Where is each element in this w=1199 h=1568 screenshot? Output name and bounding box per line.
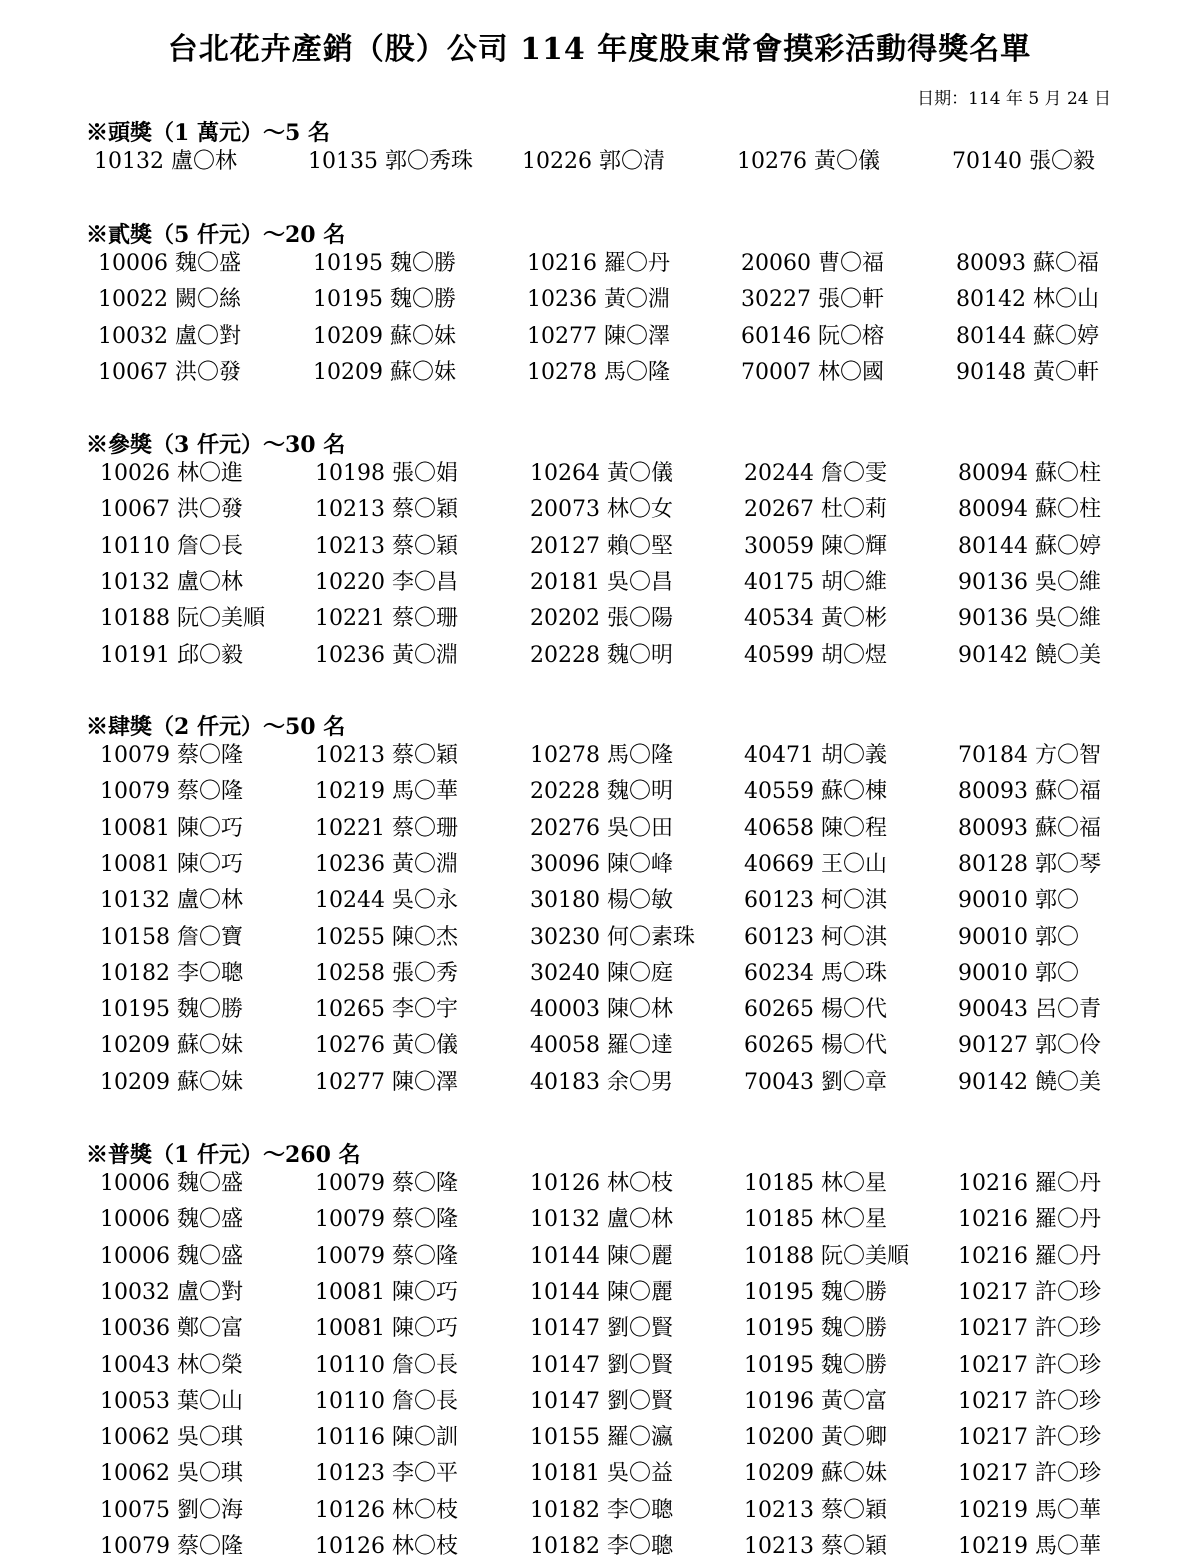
winner-entry: 10185 林〇星 bbox=[744, 1171, 887, 1196]
prize-heading: ※普獎（1 仟元）～260 名 bbox=[86, 1142, 361, 1168]
winner-row bbox=[0, 850, 1199, 884]
winner-entry: 10147 劉〇賢 bbox=[530, 1388, 673, 1414]
winner-entry: 10081 陳〇巧 bbox=[315, 1279, 458, 1305]
winner-entry: 10022 闕〇絲 bbox=[98, 287, 241, 313]
prize-heading: ※頭獎（1 萬元）～5 名 bbox=[86, 120, 330, 146]
winner-entry: 10158 詹〇寶 bbox=[100, 924, 243, 950]
winner-entry: 70184 方〇智 bbox=[958, 743, 1101, 768]
winner-entry: 10006 魏〇盛 bbox=[100, 1243, 243, 1269]
winner-entry: 10213 蔡〇穎 bbox=[315, 497, 458, 523]
winner-entry: 40003 陳〇林 bbox=[530, 997, 673, 1023]
winner-entry: 40658 陳〇程 bbox=[744, 815, 887, 841]
winner-entry: 10219 馬〇華 bbox=[958, 1497, 1101, 1523]
winner-entry: 90043 呂〇青 bbox=[958, 997, 1101, 1023]
winner-entry: 90010 郭〇 bbox=[958, 888, 1079, 914]
winner-entry: 10244 吳〇永 bbox=[315, 888, 458, 914]
winner-row bbox=[0, 1031, 1199, 1065]
winner-entry: 80128 郭〇琴 bbox=[958, 851, 1101, 877]
winner-entry: 20060 曹〇福 bbox=[741, 251, 884, 276]
winner-entry: 10123 李〇平 bbox=[315, 1461, 458, 1487]
winner-row bbox=[0, 249, 1199, 283]
winner-row bbox=[0, 1242, 1199, 1276]
winner-entry: 10006 魏〇盛 bbox=[98, 251, 241, 276]
winner-entry: 20228 魏〇明 bbox=[530, 779, 673, 805]
winner-entry: 60234 馬〇珠 bbox=[744, 960, 887, 986]
winner-row bbox=[0, 568, 1199, 602]
winner-row bbox=[0, 495, 1199, 529]
winner-entry: 10032 盧〇對 bbox=[98, 323, 241, 349]
winner-entry: 20267 杜〇莉 bbox=[744, 497, 887, 523]
winner-entry: 10277 陳〇澤 bbox=[315, 1069, 458, 1095]
winner-entry: 10110 詹〇長 bbox=[315, 1352, 458, 1378]
winner-entry: 10126 林〇枝 bbox=[530, 1171, 673, 1196]
winner-row bbox=[0, 777, 1199, 811]
winner-entry: 10191 邱〇毅 bbox=[100, 642, 243, 668]
winner-entry: 10195 魏〇勝 bbox=[744, 1352, 887, 1378]
winner-entry: 10144 陳〇麗 bbox=[530, 1279, 673, 1305]
winner-entry: 10276 黃〇儀 bbox=[737, 149, 880, 174]
winner-row bbox=[0, 923, 1199, 957]
winner-entry: 80144 蘇〇婷 bbox=[958, 533, 1101, 559]
winner-entry: 10075 劉〇海 bbox=[100, 1497, 243, 1523]
winner-row bbox=[0, 959, 1199, 993]
prize-heading: ※貳獎（5 仟元）～20 名 bbox=[86, 222, 346, 248]
winner-entry: 30180 楊〇敏 bbox=[530, 888, 673, 914]
prize-heading: ※參獎（3 仟元）～30 名 bbox=[86, 432, 346, 458]
winner-entry: 10209 蘇〇妹 bbox=[100, 1033, 243, 1059]
winner-entry: 10213 蔡〇穎 bbox=[744, 1497, 887, 1523]
winner-entry: 10221 蔡〇珊 bbox=[315, 606, 458, 632]
winner-entry: 40599 胡〇煜 bbox=[744, 642, 887, 668]
winner-row bbox=[0, 285, 1199, 319]
winner-row bbox=[0, 147, 1199, 181]
winner-entry: 10110 詹〇長 bbox=[315, 1388, 458, 1414]
prize-heading: ※肆獎（2 仟元）～50 名 bbox=[86, 714, 346, 740]
winner-entry: 10258 張〇秀 bbox=[315, 960, 458, 986]
winner-entry: 10032 盧〇對 bbox=[100, 1279, 243, 1305]
winner-row bbox=[0, 532, 1199, 566]
winner-entry: 60265 楊〇代 bbox=[744, 997, 887, 1023]
winner-entry: 10198 張〇娟 bbox=[315, 461, 458, 486]
winner-entry: 10182 李〇聰 bbox=[100, 960, 243, 986]
winner-entry: 10236 黃〇淵 bbox=[527, 287, 670, 313]
winner-entry: 10132 盧〇林 bbox=[100, 888, 243, 914]
winner-entry: 10079 蔡〇隆 bbox=[315, 1171, 458, 1196]
winner-entry: 10006 魏〇盛 bbox=[100, 1171, 243, 1196]
winner-entry: 10053 葉〇山 bbox=[100, 1388, 243, 1414]
winner-entry: 70043 劉〇章 bbox=[744, 1069, 887, 1095]
winner-entry: 10217 許〇珍 bbox=[958, 1316, 1101, 1342]
document-title: 台北花卉產銷（股）公司 114 年度股東常會摸彩活動得獎名單 bbox=[167, 32, 1032, 67]
winner-entry: 10079 蔡〇隆 bbox=[100, 779, 243, 805]
winner-entry: 10216 羅〇丹 bbox=[958, 1243, 1101, 1269]
winner-entry: 10188 阮〇美順 bbox=[744, 1243, 909, 1269]
winner-entry: 80142 林〇山 bbox=[956, 287, 1099, 313]
winner-entry: 10195 魏〇勝 bbox=[100, 997, 243, 1023]
winner-entry: 10081 陳〇巧 bbox=[315, 1316, 458, 1342]
winner-entry: 10265 李〇宇 bbox=[315, 997, 458, 1023]
winner-entry: 10216 羅〇丹 bbox=[958, 1207, 1101, 1233]
document-date: 日期：114 年 5 月 24 日 bbox=[917, 89, 1111, 109]
winner-row bbox=[0, 741, 1199, 775]
winner-entry: 10209 蘇〇妹 bbox=[313, 323, 456, 349]
winner-entry: 60123 柯〇淇 bbox=[744, 888, 887, 914]
winner-entry: 40183 余〇男 bbox=[530, 1069, 673, 1095]
winner-entry: 10255 陳〇杰 bbox=[315, 924, 458, 950]
winner-entry: 10278 馬〇隆 bbox=[530, 743, 673, 768]
winner-entry: 40669 王〇山 bbox=[744, 851, 887, 877]
winner-entry: 10026 林〇進 bbox=[100, 461, 243, 486]
winner-entry: 10147 劉〇賢 bbox=[530, 1352, 673, 1378]
winner-entry: 10219 馬〇華 bbox=[315, 779, 458, 805]
winner-entry: 20181 吳〇昌 bbox=[530, 569, 673, 595]
winner-entry: 10209 蘇〇妹 bbox=[100, 1069, 243, 1095]
winner-entry: 10062 吳〇琪 bbox=[100, 1461, 243, 1487]
winner-entry: 10278 馬〇隆 bbox=[527, 359, 670, 385]
winner-entry: 10116 陳〇訓 bbox=[315, 1425, 458, 1451]
winner-entry: 90142 饒〇美 bbox=[958, 642, 1101, 668]
winner-entry: 10181 吳〇益 bbox=[530, 1461, 673, 1487]
winner-entry: 10196 黃〇富 bbox=[744, 1388, 887, 1414]
winner-row bbox=[0, 1387, 1199, 1421]
winner-entry: 10067 洪〇發 bbox=[100, 497, 243, 523]
winner-entry: 60123 柯〇淇 bbox=[744, 924, 887, 950]
winner-entry: 10213 蔡〇穎 bbox=[744, 1534, 887, 1559]
winner-row bbox=[0, 459, 1199, 493]
winner-entry: 10213 蔡〇穎 bbox=[315, 533, 458, 559]
winner-entry: 10226 郭〇清 bbox=[522, 149, 665, 174]
winner-entry: 10217 許〇珍 bbox=[958, 1352, 1101, 1378]
winner-entry: 30227 張〇軒 bbox=[741, 287, 884, 313]
winner-entry: 70140 張〇毅 bbox=[952, 149, 1095, 174]
winner-entry: 70007 林〇國 bbox=[741, 359, 884, 385]
winner-row bbox=[0, 322, 1199, 356]
winner-entry: 10079 蔡〇隆 bbox=[100, 1534, 243, 1559]
winner-entry: 10195 魏〇勝 bbox=[744, 1316, 887, 1342]
winner-row bbox=[0, 641, 1199, 675]
winner-entry: 80144 蘇〇婷 bbox=[956, 323, 1099, 349]
winner-entry: 10147 劉〇賢 bbox=[530, 1316, 673, 1342]
winner-entry: 10276 黃〇儀 bbox=[315, 1033, 458, 1059]
winner-entry: 10221 蔡〇珊 bbox=[315, 815, 458, 841]
winner-entry: 10110 詹〇長 bbox=[100, 533, 243, 559]
winner-entry: 10067 洪〇發 bbox=[98, 359, 241, 385]
winner-entry: 80094 蘇〇柱 bbox=[958, 461, 1101, 486]
winner-entry: 10216 羅〇丹 bbox=[958, 1171, 1101, 1196]
winner-entry: 90127 郭〇伶 bbox=[958, 1033, 1101, 1059]
winner-entry: 20228 魏〇明 bbox=[530, 642, 673, 668]
winner-entry: 10200 黃〇卿 bbox=[744, 1425, 887, 1451]
winner-row bbox=[0, 1532, 1199, 1566]
winner-row bbox=[0, 1314, 1199, 1348]
winner-entry: 10195 魏〇勝 bbox=[313, 287, 456, 313]
winner-entry: 40534 黃〇彬 bbox=[744, 606, 887, 632]
winner-row bbox=[0, 1351, 1199, 1385]
winner-entry: 10217 許〇珍 bbox=[958, 1279, 1101, 1305]
winner-entry: 20276 吳〇田 bbox=[530, 815, 673, 841]
winner-entry: 40175 胡〇維 bbox=[744, 569, 887, 595]
winner-entry: 20127 賴〇堅 bbox=[530, 533, 673, 559]
winner-row bbox=[0, 1278, 1199, 1312]
winner-entry: 90136 吳〇維 bbox=[958, 569, 1101, 595]
winner-row bbox=[0, 604, 1199, 638]
winner-row bbox=[0, 358, 1199, 392]
winner-entry: 10216 羅〇丹 bbox=[527, 251, 670, 276]
winner-entry: 10264 黃〇儀 bbox=[530, 461, 673, 486]
winner-entry: 60146 阮〇榕 bbox=[741, 323, 884, 349]
winner-entry: 10213 蔡〇穎 bbox=[315, 743, 458, 768]
winner-entry: 40058 羅〇達 bbox=[530, 1033, 673, 1059]
winner-row bbox=[0, 1459, 1199, 1493]
winner-entry: 10132 盧〇林 bbox=[94, 149, 237, 174]
winner-entry: 10195 魏〇勝 bbox=[744, 1279, 887, 1305]
winner-entry: 10217 許〇珍 bbox=[958, 1388, 1101, 1414]
winner-entry: 90010 郭〇 bbox=[958, 924, 1079, 950]
winner-entry: 10006 魏〇盛 bbox=[100, 1207, 243, 1233]
winner-entry: 20244 詹〇雯 bbox=[744, 461, 887, 486]
winner-entry: 30240 陳〇庭 bbox=[530, 960, 673, 986]
winner-entry: 20202 張〇陽 bbox=[530, 606, 673, 632]
winner-row bbox=[0, 1068, 1199, 1102]
winner-row bbox=[0, 995, 1199, 1029]
winner-entry: 10209 蘇〇妹 bbox=[313, 359, 456, 385]
winner-entry: 10219 馬〇華 bbox=[958, 1534, 1101, 1559]
winner-entry: 10236 黃〇淵 bbox=[315, 642, 458, 668]
winner-entry: 10182 李〇聰 bbox=[530, 1497, 673, 1523]
winner-entry: 10188 阮〇美順 bbox=[100, 606, 265, 632]
winner-entry: 10079 蔡〇隆 bbox=[315, 1207, 458, 1233]
winner-entry: 10126 林〇枝 bbox=[315, 1534, 458, 1559]
winner-row bbox=[0, 886, 1199, 920]
winner-entry: 30230 何〇素珠 bbox=[530, 924, 695, 950]
winner-row bbox=[0, 1423, 1199, 1457]
winner-entry: 10126 林〇枝 bbox=[315, 1497, 458, 1523]
winner-entry: 10236 黃〇淵 bbox=[315, 851, 458, 877]
winner-entry: 60265 楊〇代 bbox=[744, 1033, 887, 1059]
winner-entry: 10079 蔡〇隆 bbox=[315, 1243, 458, 1269]
winner-entry: 10195 魏〇勝 bbox=[313, 251, 456, 276]
winner-entry: 30096 陳〇峰 bbox=[530, 851, 673, 877]
winner-entry: 90148 黃〇軒 bbox=[956, 359, 1099, 385]
winner-entry: 10182 李〇聰 bbox=[530, 1534, 673, 1559]
winner-entry: 10209 蘇〇妹 bbox=[744, 1461, 887, 1487]
winner-row bbox=[0, 1205, 1199, 1239]
winner-entry: 90010 郭〇 bbox=[958, 960, 1079, 986]
winner-entry: 10081 陳〇巧 bbox=[100, 815, 243, 841]
winner-entry: 10043 林〇榮 bbox=[100, 1352, 243, 1378]
winner-entry: 90136 吳〇維 bbox=[958, 606, 1101, 632]
winner-entry: 10132 盧〇林 bbox=[530, 1207, 673, 1233]
winner-entry: 10135 郭〇秀珠 bbox=[308, 149, 473, 174]
winner-entry: 30059 陳〇輝 bbox=[744, 533, 887, 559]
winner-entry: 90142 饒〇美 bbox=[958, 1069, 1101, 1095]
winner-entry: 40559 蘇〇棟 bbox=[744, 779, 887, 805]
winner-entry: 80093 蘇〇福 bbox=[958, 815, 1101, 841]
winner-entry: 10277 陳〇澤 bbox=[527, 323, 670, 349]
winner-entry: 10220 李〇昌 bbox=[315, 569, 458, 595]
winner-entry: 10185 林〇星 bbox=[744, 1207, 887, 1233]
winner-row bbox=[0, 1496, 1199, 1530]
winner-entry: 10079 蔡〇隆 bbox=[100, 743, 243, 768]
winner-entry: 10036 鄭〇富 bbox=[100, 1316, 243, 1342]
winner-entry: 10144 陳〇麗 bbox=[530, 1243, 673, 1269]
winner-entry: 80093 蘇〇福 bbox=[956, 251, 1099, 276]
winner-entry: 10062 吳〇琪 bbox=[100, 1425, 243, 1451]
winner-entry: 10217 許〇珍 bbox=[958, 1461, 1101, 1487]
winner-entry: 10155 羅〇瀛 bbox=[530, 1425, 673, 1451]
winner-entry: 10132 盧〇林 bbox=[100, 569, 243, 595]
winner-entry: 10217 許〇珍 bbox=[958, 1425, 1101, 1451]
winner-entry: 40471 胡〇義 bbox=[744, 743, 887, 768]
winner-entry: 80094 蘇〇柱 bbox=[958, 497, 1101, 523]
winner-row bbox=[0, 1169, 1199, 1203]
winner-row bbox=[0, 814, 1199, 848]
winner-entry: 10081 陳〇巧 bbox=[100, 851, 243, 877]
winner-entry: 20073 林〇女 bbox=[530, 497, 673, 523]
winner-entry: 80093 蘇〇福 bbox=[958, 779, 1101, 805]
